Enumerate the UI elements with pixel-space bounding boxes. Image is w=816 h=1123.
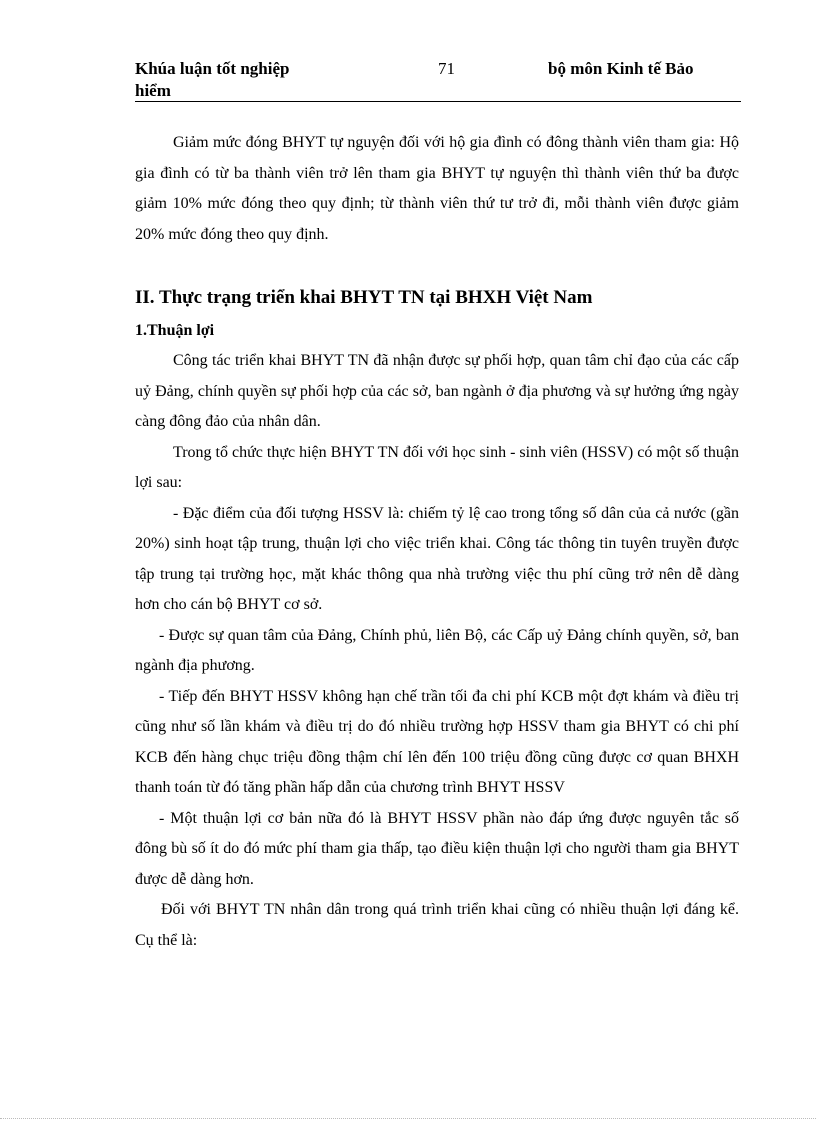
subsection-heading: 1.Thuận lợi — [135, 322, 215, 339]
header-department: bộ môn Kinh tế Bảo — [548, 59, 694, 78]
header-thesis-title — [135, 58, 335, 102]
page-bottom-edge — [0, 1118, 816, 1119]
paragraph-risk-pooling: - Một thuận lợi cơ bản nữa đó là BHYT HSSV phần nào đáp ứng được nguyên tắc số đông bù số ít do đó mức phí tham gia thấp, tạo điều kiện thuận lợi cho người tham gia BHYT được dễ dàng hơn. — [135, 809, 739, 888]
paragraph-cooperation: Công tác triển khai BHYT TN đã nhận được sự phối hợp, quan tâm chỉ đạo của các cấp uỷ Đảng, chính quyền sự phối hợp của các sở, ban ngành ở địa phương và sự hưởng ứng ngày càng đông đảo của nhân dân. — [135, 352, 739, 430]
paragraph-hssv-characteristics: - Đặc điểm của đối tượng HSSV là: chiếm tỷ lệ cao trong tổng số dân của cả nước (gần 20%) sinh hoạt tập trung, thuận lợi cho việc triển khai. Công tác thông tin tuyên truyền được tập trung tại trường học, mặt khác thông qua nhà trường việc thu phí cũng trở nên dễ dàng hơn cho cán bộ BHYT cơ sở. — [135, 504, 739, 613]
header-left-line2: hiểm — [135, 81, 171, 100]
paragraph-no-cost-ceiling: - Tiếp đến BHYT HSSV không hạn chế trần tối đa chi phí KCB một đợt khám và điều trị cũng như số lần khám và điều trị do đó nhiều trường hợp HSSV tham gia BHYT có chi phí KCB đến hàng chục triệu đồng thậm chí lên đến 100 triệu đồng cũng được cơ quan BHXH thanh toán từ đó tăng phần hấp dẫn của chương trình BHYT HSSV — [135, 687, 739, 796]
header-left-line1: Khúa luận tốt nghiệp — [135, 59, 290, 78]
intro-block — [135, 128, 739, 250]
intro-paragraph: Giảm mức đóng BHYT tự nguyện đối với hộ gia đình có đông thành viên tham gia: Hộ gia đình có từ ba thành viên trở lên tham gia BHYT tự nguyện thì thành viên thứ ba được giảm 10% mức đóng theo quy định; từ thành viên thứ tư trở đi, mỗi thành viên được giảm 20% mức đóng theo quy định. — [135, 134, 739, 243]
header-divider — [135, 101, 741, 102]
paragraph-public-insurance: Đối với BHYT TN nhân dân trong quá trình triển khai cũng có nhiều thuận lợi đáng kể. Cụ thể là: — [135, 901, 739, 949]
body-text — [135, 346, 739, 956]
page-number: 71 — [438, 59, 455, 78]
paragraph-hssv-intro: Trong tổ chức thực hiện BHYT TN đối với học sinh - sinh viên (HSSV) có một số thuận lợi sau: — [135, 443, 739, 491]
section-heading: II. Thực trạng triển khai BHYT TN tại BHXH Việt Nam — [135, 287, 593, 308]
paragraph-government-attention: - Được sự quan tâm của Đảng, Chính phủ, liên Bộ, các Cấp uỷ Đảng chính quyền, sở, ban ngành địa phương. — [135, 626, 739, 674]
